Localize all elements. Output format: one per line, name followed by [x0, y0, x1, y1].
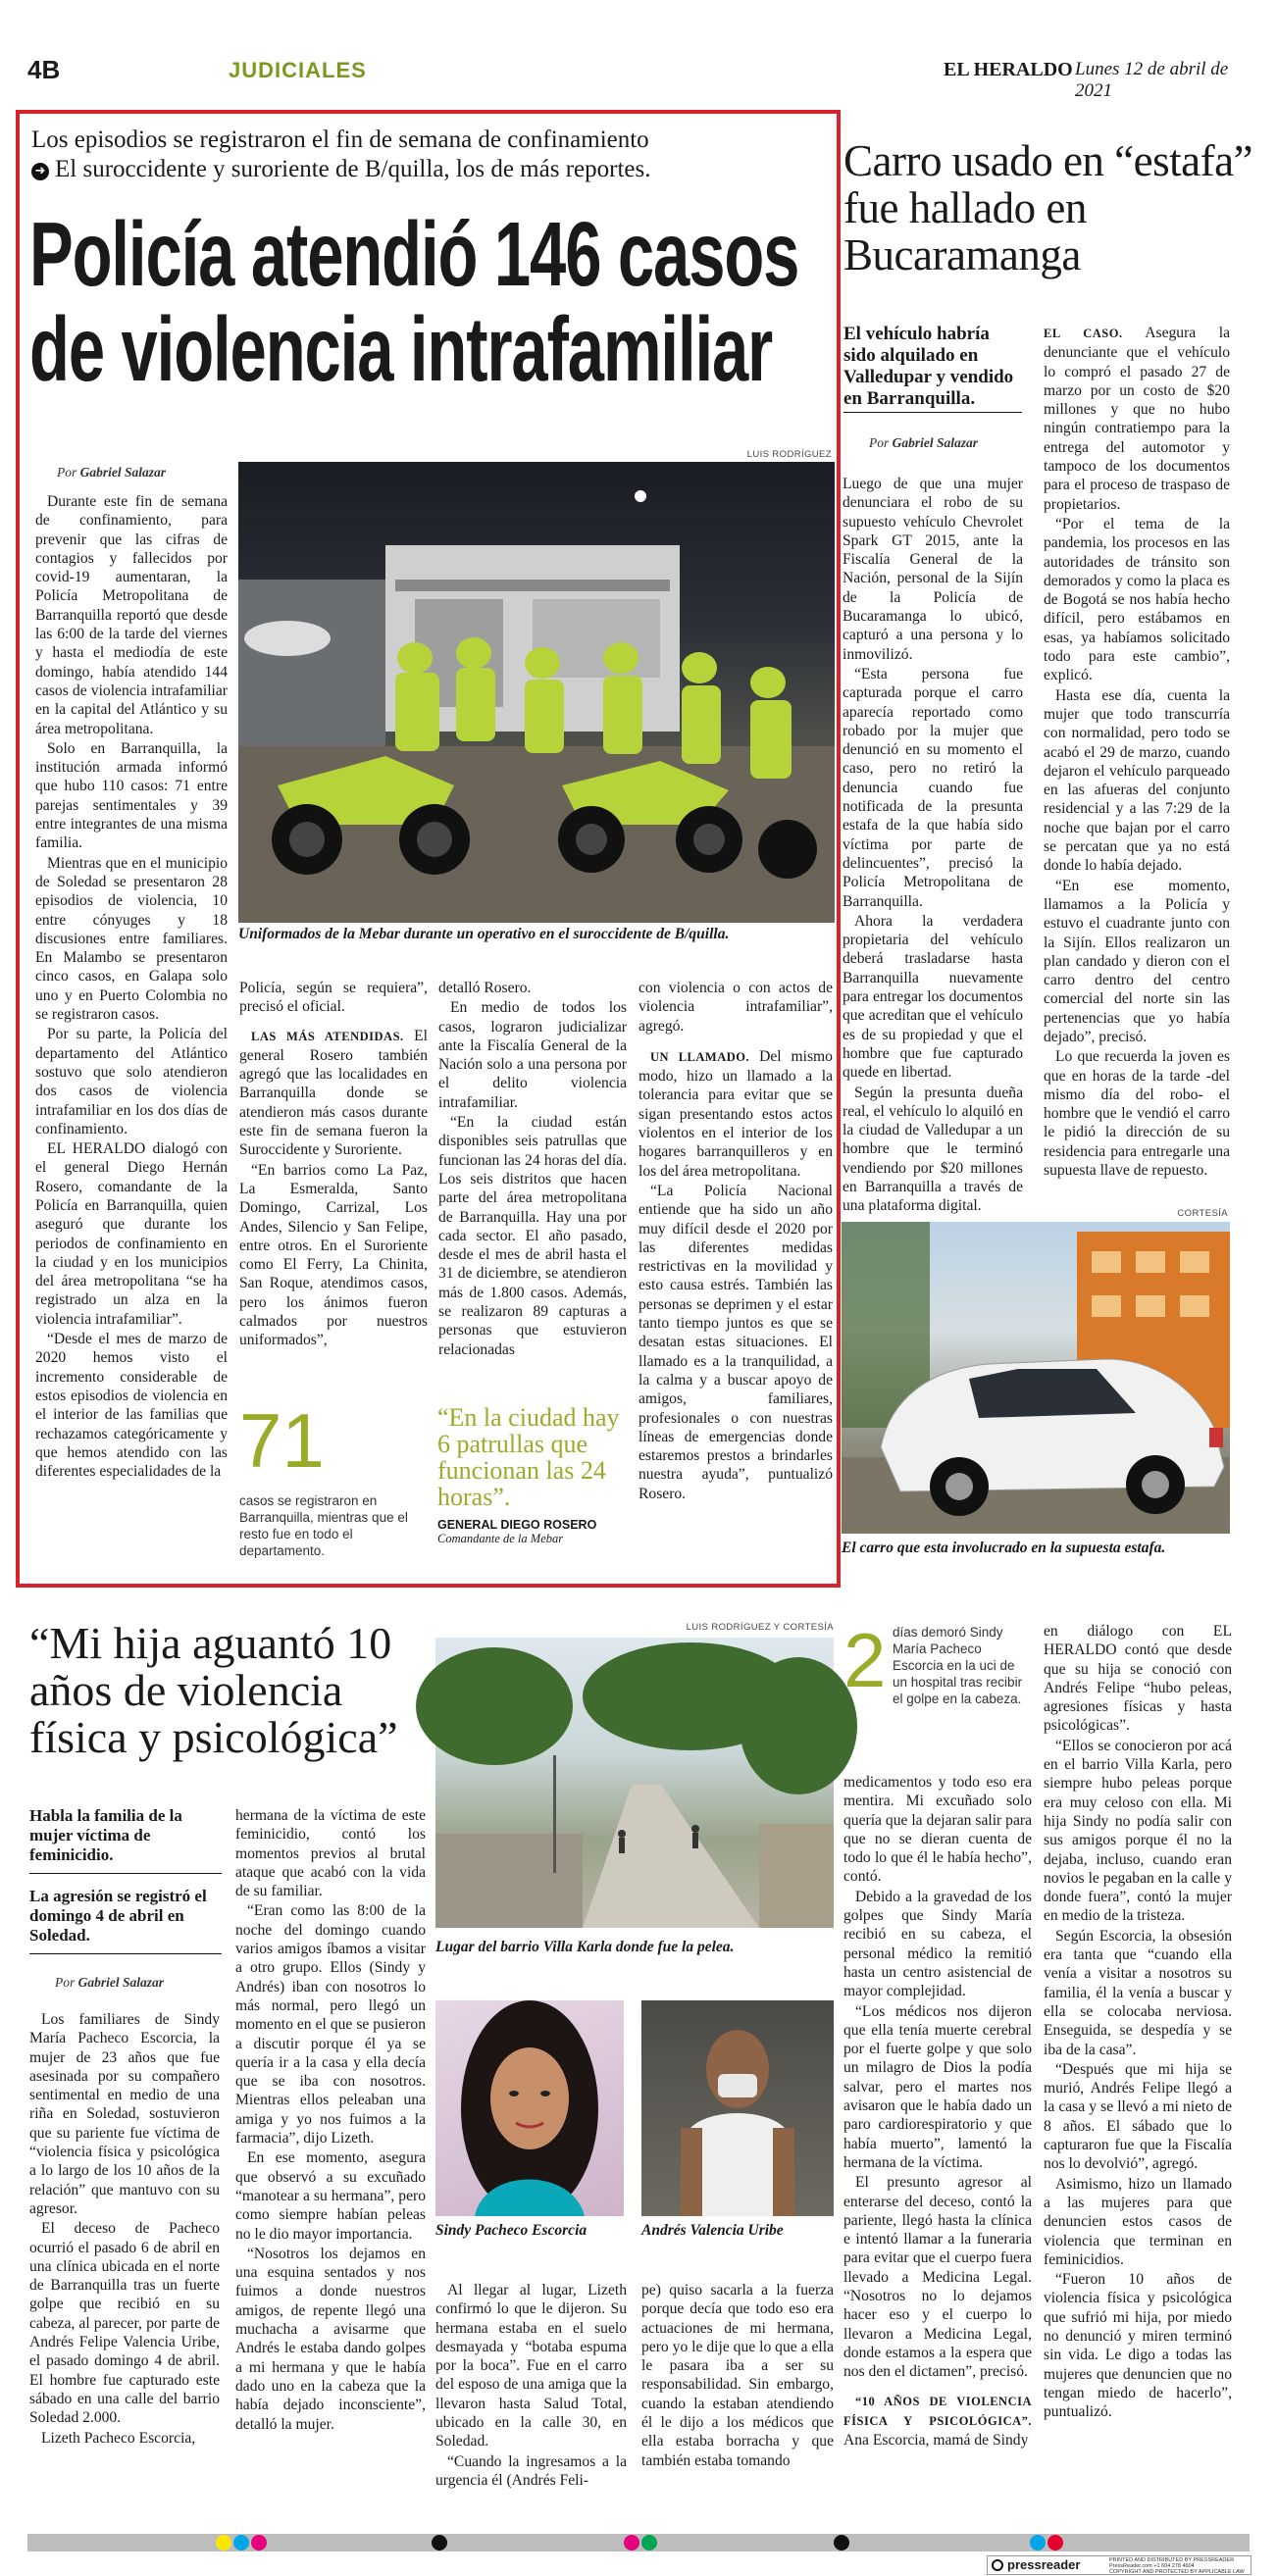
paragraph: El deceso de Pacheco ocurrió el pasado 6 de abril en una clínica ubicada en el norte de Barranquilla tras un fuerte golpe que recibió en su cabeza, al parecer, por parte de Andrés Felipe Valencia Uribe, el pasado domingo 4 de abril. El hombre fue capturado este sábado en una calle del barrio Soledad 2.000. — [29, 2220, 220, 2427]
main-column-1 — [35, 492, 228, 1571]
car-column-1 — [843, 475, 1023, 1215]
main-byline — [57, 465, 166, 480]
stat-box-71 — [239, 1397, 431, 1569]
paragraph: El presunto agresor al enterarse del deceso, contó la pariente, llegó hasta la clínica e intentó llamar a la funeraria para evitar que el cuerpo fuera llevado a Medicina Legal. “Nosotros no lo dejamos hacer eso y el cuerpo lo llevaron a Medicina Legal, donde estamos a la espera que nos den el dictamen”, precisó. — [843, 2174, 1032, 2381]
pull-quote — [437, 1404, 630, 1546]
daughter-column-1 — [29, 2010, 220, 2522]
paragraph: Los familiares de Sindy María Pacheco Escorcia, la mujer de 23 años que fue asesinada por su compañero sentimental en medio de una riña en Soledad, sostuvieron que su pariente fue víctima de “violencia física y psicológica a lo largo de los 10 años de la relación” que mantuvo con su agresor. — [29, 2011, 220, 2217]
paragraph: con violencia o con actos de violencia intrafamiliar”, agregó. — [638, 980, 833, 1035]
car-photo-credit: CORTESÍA — [1177, 1208, 1228, 1219]
byline-author: Gabriel Salazar — [77, 1975, 165, 1990]
car-photo-caption: El carro que esta involucrado en la supuesta estafa. — [842, 1540, 1166, 1556]
street-photo-illustration — [435, 1638, 834, 1928]
kicker-line-2: El suroccidente y suroriente de B/quilla, los de más reportes. — [55, 156, 651, 182]
stat-box-2 — [843, 1617, 1030, 1769]
daughter-byline — [55, 1975, 164, 1991]
paragraph: en diálogo con EL HERALDO contó que desde que su hija se conoció con Andrés Felipe “hubo peleas, agresiones físicas y hasta psicológicas”. — [1044, 1623, 1232, 1735]
quote-role: Comandante de la Mebar — [437, 1532, 564, 1545]
daughter-column-2 — [235, 1806, 426, 2524]
paragraph-text: Del mismo modo, hizo un llamado a la tolerancia para evitar que se sigan presentando estos actos violentos en el interior de los hogares barranquilleros y en los del área metropolitana. — [638, 1047, 833, 1180]
byline-prefix: Por — [869, 435, 890, 450]
main-column-2 — [239, 979, 428, 1390]
paragraph: Según Escorcia, la obsesión era tanta que “cuando ella venía a visitar a nosotros su familia, él la venía a buscar y ella se colocaba nerviosa. Enseguida, se despedía y se iba de la casa”. — [1044, 1927, 1232, 2058]
car-column-2 — [1044, 324, 1230, 1190]
paragraph: “Esta persona fue capturada porque el carro aparecía reportado como robado por la mujer que denunció en su momento el caso, pero no retiró la denuncia cuando fue notificada de la presunta estafa de la que había sido víctima por parte de delincuentes”, precisó la Policía Metropolitana de Barranquilla. — [843, 665, 1023, 910]
car-subhead: El vehículo habría sido alquilado en Valledupar y vendido en Barranquilla. — [843, 324, 1014, 409]
suspect-photo-illustration — [641, 2000, 834, 2216]
paragraph: detalló Rosero. — [438, 980, 532, 996]
paragraph-text: Asegura la denunciante que el vehículo lo compró el pasado 27 de marzo por un costo de $20 millones y que no hubo ningún contratiempo para la entrega del automotor y tampoco de los documentos para el proceso de traspaso de propietarios. — [1044, 325, 1230, 513]
suspect-photo-caption: Andrés Valencia Uribe — [641, 2222, 784, 2239]
kicker-line-1: Los episodios se registraron el fin de semana de confinamiento — [31, 126, 649, 153]
daughter-deck-1: Habla la familia de la mujer víctima de feminicidio. — [29, 1806, 182, 1864]
deck-rule — [29, 1873, 222, 1874]
paragraph: En ese momento, asegura que observó a su excuñado “manotear a su hermana”, pero como siempre habían peleas no le dio mayor importancia. — [235, 2149, 426, 2243]
paragraph: pe) quiso sacarla a la fuerza porque decía que todo eso era actuaciones de mi hermana, pero yo le dije que lo que a ella le pasara iba a ser su responsabilidad. Sin embargo, cuando la estaban atendiendo él le dijo a los médicos que ella estaba borracha y que también estaba tomando — [641, 2282, 834, 2469]
headline-line-1: Policía atendió 146 casos — [29, 203, 799, 305]
car-headline: Carro usado en “estafa” fue hallado en Bucaramanga — [843, 136, 1253, 279]
paragraph: Asimismo, hizo un llamado a las mujeres para que denuncien estos casos de violencia que terminan en feminicidios. — [1044, 2175, 1232, 2268]
paragraph: “Fueron 10 años de violencia física y psicológica que sufrió mi hija, por miedo no denunció y miren terminó sin vida. Le digo a todas las mujeres que denuncien que no tengan miedo de hacerlo”, puntualizó. — [1044, 2271, 1232, 2421]
paragraph-with-lead — [843, 2392, 1032, 2450]
paragraph: “Los médicos nos dijeron que ella tenía muerte cerebral por el fuerte golpe y que solo un milagro de Dios la podía salvar, pero el martes nos avisaron que le había dado un paro cardiorespiratorio y que había muerto”, lamentó la hermana de la víctima. — [843, 2002, 1032, 2171]
paragraph: “Ellos se conocieron por acá en el barrio Villa Karla, pero siempre hubo peleas porque era muy celoso con ella. Mi hija Sindy no podía salir con sus amigos porque él no la dejaba, incluso, cuando eran novios le pegaban en la calle y donde fuera”, contó la mujer en medio de la tristeza. — [1044, 1737, 1232, 1925]
paragraph: “Después que mi hija se murió, Andrés Felipe llegó a la casa y se llevó a mi nieto de 8 años. El sábado que lo capturaron fue que la Fiscalía nos lo devolvió”, agregó. — [1044, 2060, 1232, 2173]
paragraph-text: Ana Escorcia, mamá de Sindy — [843, 2432, 1029, 2450]
subhead-mas-atendidas: LAS MÁS ATENDIDAS. — [251, 1029, 404, 1043]
kicker-line-2-wrap — [31, 155, 836, 184]
paragraph-with-lead — [239, 1027, 428, 1160]
arrow-right-icon: ➜ — [31, 163, 49, 180]
section-name: JUDICIALES — [229, 58, 367, 82]
paragraph-text: El general Rosero también agregó que las localidades en Barranquilla donde se atendieron más casos durante este fin de semana fueron la Suroccidente y Suroriente. — [239, 1027, 428, 1159]
paragraph: Mientras que en el municipio de Soledad se presentaron 28 episodios de violencia, 10 entre cónyuges y 18 discusiones entre familiares. En Malambo se presentaron cinco casos, en Galapa solo uno y en Puerto Colombia no se registraron casos. — [35, 854, 228, 1024]
pressreader-note — [1109, 2557, 1245, 2575]
issue-date: Lunes 12 de abril de 2021 — [1075, 59, 1229, 101]
subhead-un-llamado: UN LLAMADO. — [650, 1049, 750, 1064]
street-photo-caption: Lugar del barrio Villa Karla donde fue la pelea. — [435, 1939, 735, 1955]
car-subhead-rule — [843, 412, 1022, 413]
daughter-photo-credit: LUIS RODRÍGUEZ Y CORTESÍA — [686, 1622, 834, 1633]
paragraph: “En barrios como La Paz, La Esmeralda, Santo Domingo, Carrizal, Los Andes, Silencio y San Felipe, entre otros. En el Suroriente como El Ferry, La Chinita, San Roque, atendimos casos, pero los ánimos fueron calmados por nuestros uniformados”, — [239, 1161, 428, 1349]
paragraph: “Eran como las 8:00 de la noche del domingo cuando varios amigos íbamos a visitar a otro grupo. Ellos (Sindy y Andrés) iban con nosotros lo más normal, pero llegó un momento en el que se pusieron a discutir porque él ya se quería ir a la casa y ella decía que se iba con nosotros. Mientras ellos peleaban una amiga y yo nos fuimos a la farmacia”, dijo Lizeth. — [235, 1902, 426, 2147]
byline-prefix: Por — [55, 1975, 76, 1990]
note-line-3: COPYRIGHT AND PROTECTED BY APPLICABLE LAW — [1109, 2569, 1245, 2575]
stat-number: 2 — [843, 1617, 887, 1703]
quote-author: GENERAL DIEGO ROSERO — [437, 1518, 597, 1532]
daughter-column-5 — [843, 1773, 1032, 2526]
page-number: 4B — [27, 55, 61, 84]
paragraph-with-lead — [638, 1047, 833, 1181]
byline-author: Gabriel Salazar — [892, 435, 979, 450]
pressreader-brand: pressreader — [1007, 2557, 1081, 2572]
paragraph: “Desde el mes de marzo de 2020 hemos visto el incremento considerable de estos episodios de violencia en el interior de las familias que rechazamos categóricamente y que hemos atendido con las diferentes especialidades de la — [35, 1331, 228, 1481]
daughter-deck-2: La agresión se registró el domingo 4 de abril en Soledad. — [29, 1887, 207, 1945]
daughter-column-6 — [1044, 1622, 1232, 2524]
paragraph: “Por el tema de la pandemia, los procesos en las autoridades de tránsito son demorados y como la placa es de Bogotá se nos había hecho difícil, pero estábamos en esas, ya habíamos solicitado todo para este cambio”, explicó. — [1044, 515, 1230, 684]
newspaper-name: EL HERALDO — [944, 59, 1073, 80]
daughter-column-4 — [641, 2281, 834, 2526]
subhead-el-caso: EL CASO. — [1044, 327, 1123, 340]
paragraph: Hasta ese día, cuenta la mujer que todo transcurría con normalidad, pero todo se acabó el 29 de marzo, cuando dejaron el vehículo parqueado en las afueras del conjunto residencial y a las 7:29 de la noche que bajan por el carro se percatan que ya no está donde lo había dejado. — [1044, 686, 1230, 875]
paragraph: Policía, según se requiera”, precisó el oficial. — [239, 980, 428, 1016]
victim-photo — [435, 2000, 624, 2216]
paragraph: “Cuando la ingresamos a la urgencia él (Andrés Feli- — [435, 2452, 627, 2489]
paragraph: Solo en Barranquilla, la institución armada informó que hubo 110 casos: 71 entre parejas sentimentales y 39 entre integrantes de una misma familia. — [35, 739, 228, 852]
police-photo-caption: Uniformados de la Mebar durante un operativo en el suroccidente de B/quilla. — [238, 926, 730, 942]
main-kicker — [31, 126, 836, 184]
paragraph: hermana de la víctima de este feminicidio, contó los momentos previos al brutal ataque que acabó con la vida de su familiar. — [235, 1807, 426, 1900]
quote-text: “En la ciudad hay 6 patrullas que funcionan las 24 horas”. — [437, 1403, 620, 1511]
victim-photo-illustration — [435, 2000, 624, 2216]
print-registration-bar — [27, 2534, 1250, 2551]
pressreader-logo-icon — [992, 2559, 1003, 2571]
byline-prefix: Por — [57, 465, 77, 480]
car-photo-illustration — [842, 1222, 1230, 1534]
main-photo-credit: LUIS RODRÍGUEZ — [746, 449, 832, 460]
paragraph: “En la ciudad están disponibles seis patrullas que funcionan las 24 horas del día. Los seis distritos que hacen parte del área metropolitana de Barranquilla. Hay una por cada sector. El año pasado, desde el mes de abril hasta el 31 de diciembre, se atendieron más de 1.800 casos. Además, se realizaron 89 capturas a personas que estuvieron relacionadas — [438, 1114, 627, 1358]
paragraph: “La Policía Nacional entiende que ha sido un año muy difícil desde el 2020 por las diferentes medidas restrictivas en la movilidad y esto causa estrés. También las personas se deprimen y el estar tanto tiempo juntos es que se desatan estas situaciones. El llamado es a la tranquilidad, a la calma y a buscar apoyo de amigos, familiares, profesionales o con nuestras líneas de emergencias donde estaremos prestos a brindarles nuestra ayuda”, puntualizó Rosero. — [638, 1182, 833, 1502]
main-column-3 — [438, 979, 627, 1390]
paragraph: EL HERALDO dialogó con el general Diego Hernán Rosero, comandante de la Policía en Barranquilla, quien aseguró que durante los periodos de confinamiento en la ciudad y en los municipios del área metropolitana “se ha registrado un alza en la violencia intrafamiliar”. — [35, 1140, 228, 1328]
stat-number: 71 — [239, 1397, 325, 1484]
page-header — [27, 55, 1250, 101]
paragraph: Lo que recuerda la joven es que en horas de la tarde -del mismo día del robo- el hombre que le vendió el carro le pidió la dirección de su residencia para entregarle una supuesta llave de repuesto. — [1044, 1048, 1230, 1180]
paragraph: En medio de todos los casos, lograron judicializar ante la Fiscalía General de la Nación solo a una persona por el delito violencia intrafamiliar. — [438, 999, 627, 1111]
paragraph: Por su parte, la Policía del departamento del Atlántico sostuvo que solo atendieron dos casos de violencia intrafamiliar en los dos días de confinamiento. — [35, 1026, 228, 1137]
note-line-1: PRINTED AND DISTRIBUTED BY PRESSREADER — [1109, 2557, 1235, 2563]
paragraph: “En ese momento, llamamos a la Policía y estuvo el cuadrante junto con la Sijín. Ellos realizaron un plan candado y dieron con el carro dentro del centro comercial del norte sin las pertenencias que yo había dejado”, precisó. — [1044, 877, 1230, 1045]
stat-text: casos se registraron en Barranquilla, mientras que el resto fue en todo el departamento. — [239, 1493, 408, 1558]
paragraph: Según la presunta dueña real, el vehículo lo alquiló en la ciudad de Valledupar a un hombre que le terminó vendiendo por $20 millones en Barranquilla a través de una plataforma digital. — [843, 1084, 1023, 1215]
note-line-2: PressReader.com +1 604 278 4604 — [1109, 2563, 1195, 2569]
subhead-10-anos: “10 AÑOS DE VIOLENCIA FÍSICA Y PSICOLÓGICA”. — [843, 2394, 1032, 2428]
paragraph: Luego de que una mujer denunciara el robo de su supuesto vehículo Chevrolet Spark GT 2015, ante la Fiscalía General de la Nación, personal de la Sijín de la Policía de Bucaramanga lo ubicó, capturó a una persona y lo inmovilizó. — [843, 476, 1023, 663]
byline-author: Gabriel Salazar — [79, 465, 167, 480]
police-photo — [238, 462, 835, 923]
deck-rule — [29, 1953, 222, 1954]
daughter-column-3 — [435, 2281, 627, 2526]
suspect-photo — [641, 2000, 834, 2216]
paragraph: Al llegar al lugar, Lizeth confirmó lo que le dijeron. Su hermana estaba en el suelo desmayada y “botaba espuma por la boca”. Fue en el carro del esposo de una amiga que la llevaron hasta Salud Total, ubicado en la calle 30, en Soledad. — [435, 2282, 627, 2450]
paragraph: Debido a la gravedad de los golpes que Sindy María recibió en su cabeza, el personal médico la remitió hasta un centro asistencial de mayor complejidad. — [843, 1888, 1032, 2000]
car-photo — [842, 1222, 1230, 1534]
pressreader-footer — [987, 2555, 1251, 2575]
paragraph: medicamentos y todo eso era mentira. Mi excuñado solo quería que la dejaran salir para que no se dieran cuenta de todo lo que él le había hecho”, contó. — [843, 1774, 1032, 1886]
paragraph: Lizeth Pacheco Escorcia, — [41, 2429, 196, 2447]
daughter-headline: “Mi hija aguantó 10 años de violencia física y psicológica” — [29, 1618, 398, 1762]
street-photo — [435, 1638, 834, 1928]
paragraph-with-lead — [1044, 324, 1230, 514]
paragraph: Ahora la verdadera propietaria del vehículo deberá trasladarse hasta Barranquilla nuevamente para entregar los documentos que acreditan que el vehículo es de su propiedad y que el hombre que fue capturado quede en libertad. — [843, 912, 1023, 1082]
stat-text: días demoró Sindy María Pacheco Escorcia en la uci de un hospital tras recibir el golpe en la cabeza. — [893, 1625, 1023, 1706]
paragraph: Durante este fin de semana de confinamiento, para prevenir que las cifras de contagios y fallecidos por covid-19 aumentaran, la Policía Metropolitana de Barranquilla reportó que desde las 6:00 de la tarde del viernes y hasta el mediodía de este domingo, había atendido 144 casos de violencia intrafamiliar en la capital del Atlántico y su área metropolitana. — [35, 493, 228, 737]
registration-marks — [27, 2534, 1250, 2551]
main-column-4 — [638, 979, 833, 1579]
headline-line-2: de violencia intrafamiliar — [29, 298, 773, 401]
police-photo-illustration — [238, 462, 835, 923]
paragraph: “Nosotros los dejamos en una esquina sentados y nos fuimos a donde nuestros amigos, de repente llegó una muchacha a avisarme que Andrés le estaba dando golpes a mi hermana y que le había dado uno en la cabeza que la había dejado inconsciente”, detalló la mujer. — [235, 2245, 426, 2433]
car-byline — [869, 435, 978, 451]
victim-photo-caption: Sindy Pacheco Escorcia — [435, 2222, 587, 2239]
main-headline — [29, 203, 806, 401]
